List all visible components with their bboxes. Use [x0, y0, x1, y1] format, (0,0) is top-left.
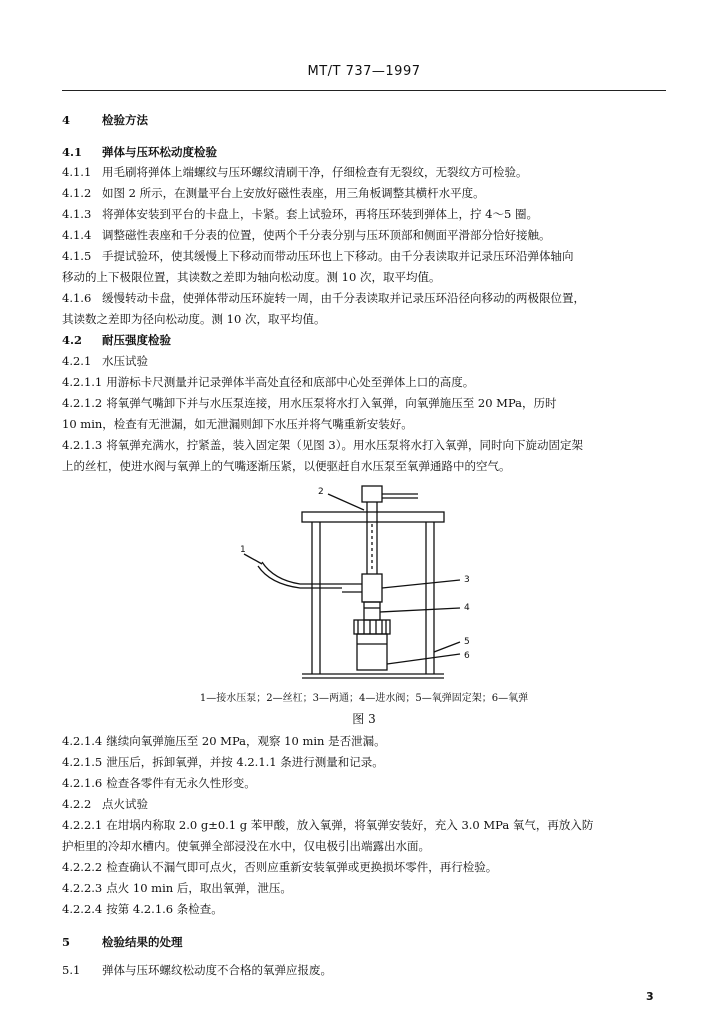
section-5-heading: 5 检验结果的处理	[62, 935, 183, 949]
figure-label-6: 6	[464, 651, 470, 661]
screw-head	[362, 486, 382, 502]
clause-4-2-1: 4.2.1 水压试验	[62, 354, 148, 368]
clause-4-2-1-2-continued: 10 min，检查有无泄漏，如无泄漏则卸下水压并将气嘴重新安装好。	[62, 417, 413, 431]
section-4-2-heading: 4.2 耐压强度检验	[62, 333, 171, 347]
figure-3-title: 图 3	[352, 712, 376, 726]
page-number: 3	[646, 990, 654, 1003]
clause-4-1-6-continued: 其读数之差即为径向松动度。测 10 次，取平均值。	[62, 312, 326, 326]
figure-3-caption: 1—接水压泵；2—丝杠；3—两通；4—进水阀；5—氧弹固定架；6—氧弹	[199, 693, 529, 704]
figure-label-4: 4	[464, 603, 470, 613]
frame-top-beam	[302, 512, 444, 522]
clause-4-1-5: 4.1.5 手提试验环，使其缓慢上下移动而带动压环也上下移动。由千分表读取并记录压环沿弹体轴向	[62, 249, 574, 263]
clause-4-2-2-4: 4.2.2.4 按第 4.2.1.6 条检查。	[62, 902, 223, 916]
section-4-heading: 4 检验方法	[62, 113, 148, 127]
clause-4-2-1-6: 4.2.1.6 检查各零件有无永久性形变。	[62, 776, 256, 790]
figure-3-apparatus	[240, 484, 500, 684]
inlet-valve	[364, 602, 380, 620]
clause-4-2-1-4: 4.2.1.4 继续向氧弹施压至 20 MPa，观察 10 min 是否泄漏。	[62, 734, 386, 748]
clause-4-2-1-3: 4.2.1.3 将氧弹充满水，拧紧盖，装入固定架（见图 3）。用水压泵将水打入氧弹，同时向下旋动固定架	[62, 438, 583, 452]
header-rule	[62, 90, 666, 91]
figure-label-2: 2	[318, 487, 324, 497]
clause-4-2-1-1: 4.2.1.1 用游标卡尺测量并记录弹体半高处直径和底部中心处至弹体上口的高度。	[62, 375, 475, 389]
clause-4-2-2-3: 4.2.2.3 点火 10 min 后，取出氧弹，泄压。	[62, 881, 292, 895]
clause-4-2-1-3-continued: 上的丝杠，使进水阀与氧弹上的气嘴逐渐压紧，以便驱赶自水压泵至氧弹通路中的空气。	[62, 459, 511, 473]
bomb-head	[354, 620, 390, 634]
clause-4-2-1-2: 4.2.1.2 将氧弹气嘴卸下并与水压泵连接，用水压泵将水打入氧弹，向氧弹施压至 20 MPa，历时	[62, 396, 557, 410]
clause-4-1-5-continued: 移动的上下极限位置，其读数之差即为轴向松动度。测 10 次，取平均值。	[62, 270, 441, 284]
clause-4-2-2-2: 4.2.2.2 检查确认不漏气即可点火，否则应重新安装氧弹或更换损坏零件，再行检验。	[62, 860, 498, 874]
clause-4-2-2: 4.2.2 点火试验	[62, 797, 148, 811]
inlet-pipe	[258, 566, 342, 588]
clause-4-1-1: 4.1.1 用毛刷将弹体上端螺纹与压环螺纹清刷干净，仔细检查有无裂纹，无裂纹方可检验。	[62, 165, 528, 179]
clause-4-1-4: 4.1.4 调整磁性表座和千分表的位置，使两个千分表分别与压环顶部和侧面平滑部分恰好接触。	[62, 228, 551, 242]
oxygen-bomb	[357, 634, 387, 670]
figure-label-1: 1	[240, 545, 246, 555]
standard-code-header: MT/T 737—1997	[307, 64, 421, 79]
clause-4-1-2: 4.1.2 如图 2 所示，在测量平台上安放好磁性表座，用三角板调整其横杆水平度。	[62, 186, 485, 200]
clause-4-2-2-1-continued: 护柜里的冷却水槽内。使氧弹全部浸没在水中，仅电极引出端露出水面。	[62, 839, 430, 853]
clause-4-2-2-1: 4.2.2.1 在坩埚内称取 2.0 g±0.1 g 苯甲酸，放入氧弹，将氧弹安装好，充入 3.0 MPa 氧气，再放入防	[62, 818, 594, 832]
clause-5-1: 5.1 弹体与压环螺纹松动度不合格的氧弹应报废。	[62, 963, 332, 977]
tee-connector	[362, 574, 382, 602]
figure-label-3: 3	[464, 575, 470, 585]
clause-4-1-3: 4.1.3 将弹体安装到平台的卡盘上，卡紧。套上试验环，再将压环装到弹体上，拧 4～5 圈。	[62, 207, 538, 221]
section-4-1-heading: 4.1 弹体与压环松动度检验	[62, 145, 217, 159]
clause-4-1-6: 4.1.6 缓慢转动卡盘，使弹体带动压环旋转一周，由千分表读取并记录压环沿径向移动的两极限位置，	[62, 291, 585, 305]
clause-4-2-1-5: 4.2.1.5 泄压后，拆卸氧弹，并按 4.2.1.1 条进行测量和记录。	[62, 755, 384, 769]
figure-label-5: 5	[464, 637, 470, 647]
